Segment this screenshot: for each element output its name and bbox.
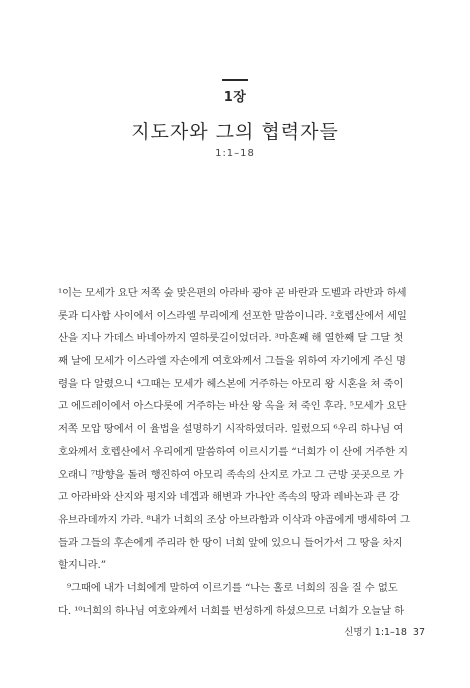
- text-line: ¹이는 모세가 요단 저쪽 숲 맞은편의 아라바 광야 곧 바란과 도벨과 라반과 하세: [58, 287, 407, 299]
- text-line: ⁹그때에 내가 너희에게 말하여 이르기를 “나는 홀로 너희의 짐을 질 수 없도: [67, 581, 398, 594]
- text-line: 고 아라바와 산지와 평지와 네겝과 해변과 가나안 족속의 땅과 레바논과 큰 강: [58, 491, 400, 504]
- text-line: 산을 지나 가데스 바네아까지 열하룻길이었더라. ³마흔째 해 열한째 달 그달 첫: [58, 332, 404, 345]
- text-line: 오래니 ⁷방향을 돌려 행진하여 아모리 족속의 산지로 가고 그 근방 곳곳으로 가: [58, 468, 404, 481]
- chapter-number: 1장: [223, 90, 247, 105]
- chapter-top-rule: [222, 79, 248, 81]
- text-line: 들과 그들의 후손에게 주리라 한 땅이 너희 앞에 있으니 들어가서 그 땅을 차지: [58, 536, 403, 549]
- text-line: 유브라데까지 가라. ⁸내가 너희의 조상 아브라함과 이삭과 야곱에게 맹세하여 그: [58, 513, 410, 526]
- text-line: 다. ¹⁰너희의 하나님 여호와께서 너희를 번성하게 하셨으므로 너희가 오늘날 하: [58, 604, 405, 617]
- text-line: 령을 다 알렸으니 ⁴그때는 모세가 헤스본에 거주하는 아모리 왕 시혼을 쳐 죽이: [58, 377, 404, 390]
- footer-reference: 신명기 1:1–18: [344, 627, 407, 638]
- text-line: 고 에드레이에서 아스다롯에 거주하는 바산 왕 옥을 쳐 죽인 후라. ⁵모세가 요단: [58, 400, 407, 413]
- page-number: 37: [412, 627, 425, 638]
- chapter-reference: 1:1–18: [215, 148, 255, 159]
- text-line: 롯과 디사합 사이에서 이스라엘 무리에게 선포한 말씀이니라. ²호렙산에서 세일: [58, 309, 407, 322]
- text-line: 저쪽 모압 땅에서 이 율법을 설명하기 시작하였더라. 일렀으되 ⁶우리 하나님 여: [58, 423, 404, 436]
- body-text: [58, 282, 424, 622]
- chapter-title: 지도자와 그의 협력자들: [131, 121, 339, 143]
- text-line: 째 날에 모세가 이스라엘 자손에게 여호와께서 그들을 위하여 자기에게 주신 명: [58, 355, 406, 368]
- text-line: 호와께서 호렙산에서 우리에게 말씀하여 이르시기를 “너희가 이 산에 거주한 지: [58, 445, 408, 458]
- page-footer: [344, 624, 425, 638]
- text-line: 할지니라.”: [58, 559, 106, 572]
